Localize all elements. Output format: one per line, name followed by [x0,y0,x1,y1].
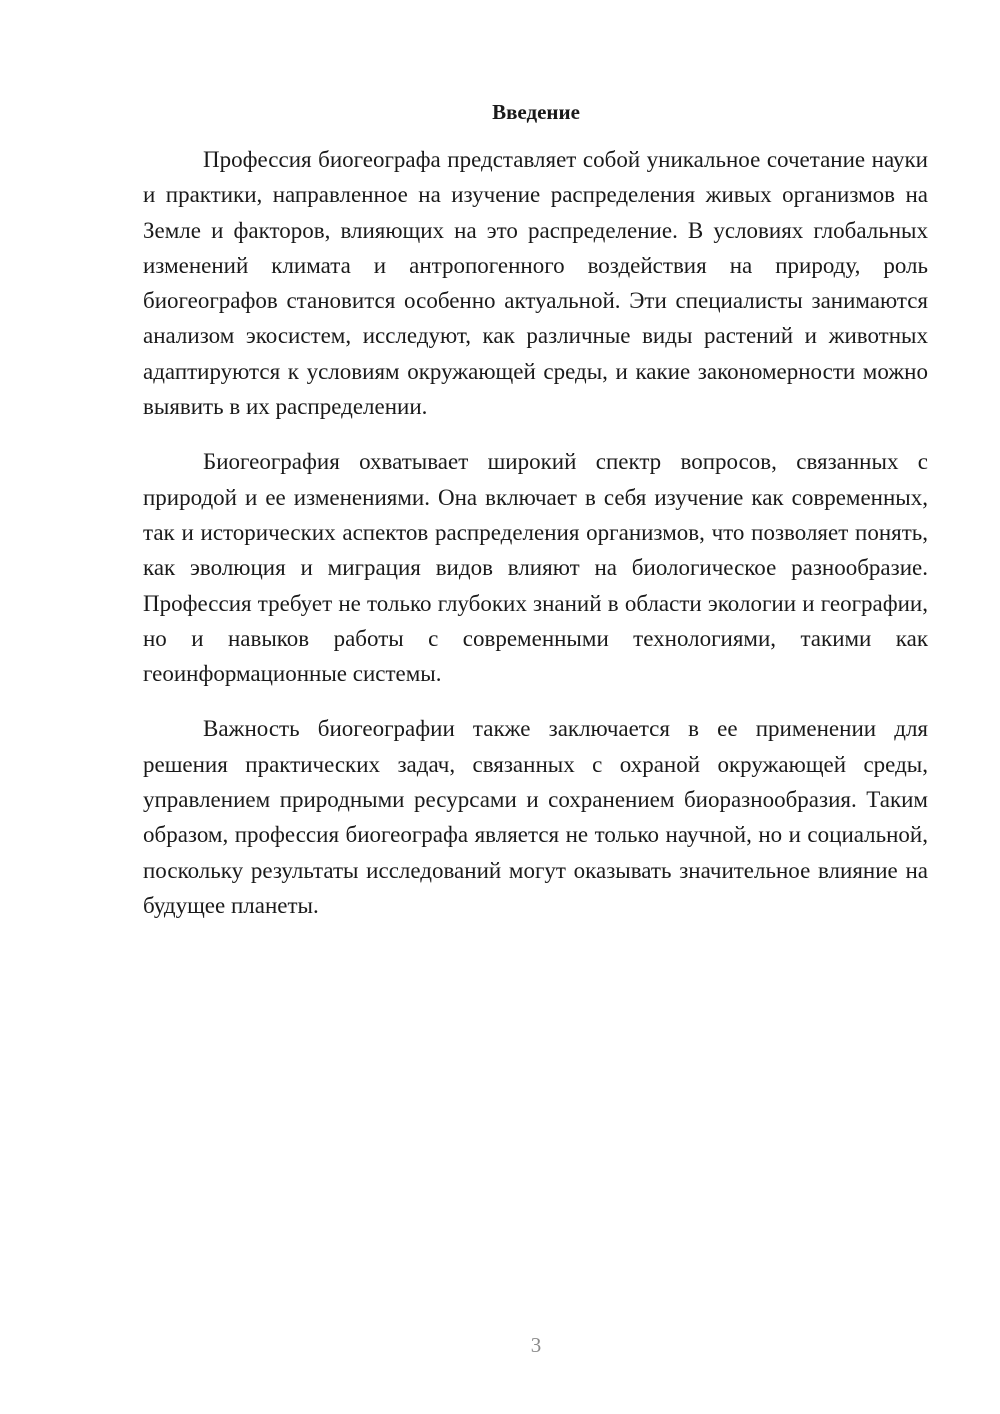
paragraph-3: Важность биогеографии также заключается в ее применении для решения практических задач, связанных с охраной окружающей среды, управлением природными ресурсами и сохранением биоразнообразия. Таким образом, профессия биогеографа является не только научной, но и социальной, поскольку результаты исследований могут оказывать значительное влияние на будущее планеты. [143,716,928,918]
paragraph-1: Профессия биогеографа представляет собой уникальное сочетание науки и практики, направленное на изучение распределения живых организмов на Земле и факторов, влияющих на это распределение. В условиях глобальных изменений климата и антропогенного воздействия на природу, роль биогеографов становится особенно актуальной. Эти специалисты занимаются анализом экосистем, исследуют, как различные виды растений и животных адаптируются к условиям окружающей среды, и какие закономерности можно выявить в их распределении. [143,147,928,420]
paragraph-2: Биогеография охватывает широкий спектр вопросов, связанных с природой и ее изменениями. Она включает в себя изучение как современных, так и исторических аспектов распределения организмов, что позволяет понять, как эволюция и миграция видов влияют на биологическое разнообразие. Профессия требует не только глубоких знаний в области экологии и географии, но и навыков работы с современными технологиями, такими как геоинформационные системы. [143,449,928,687]
body-text [143,142,928,943]
section-heading: Введение [492,100,580,124]
page-number: 3 [530,1333,542,1357]
